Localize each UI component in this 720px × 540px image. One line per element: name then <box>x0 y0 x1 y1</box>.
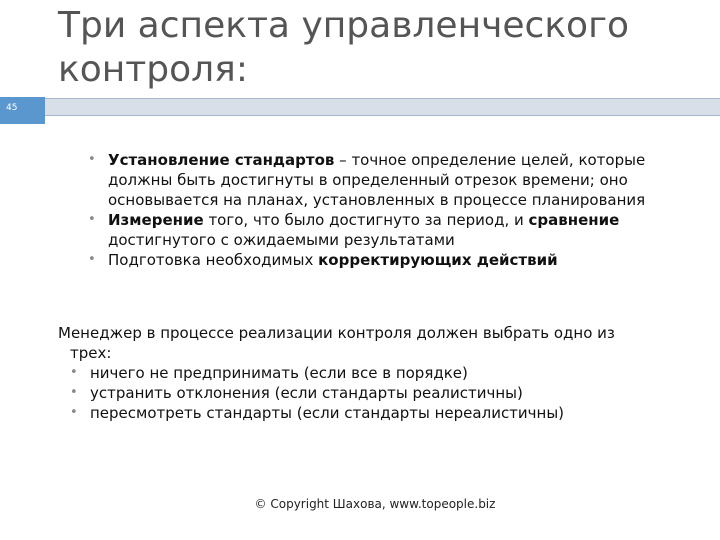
aspect-text: того, что было достигнуто за период, и <box>203 211 529 229</box>
title-line-1: Три аспекта управленческого <box>58 5 630 46</box>
manager-option-text: ничего не предпринимать (если все в порядке) <box>90 364 468 382</box>
manager-option <box>70 383 698 403</box>
aspect-item-standards <box>88 150 703 210</box>
aspect-term: корректирующих действий <box>318 251 558 269</box>
bullet-icon: • <box>70 365 78 380</box>
slide-title <box>58 4 708 92</box>
aspect-term: Установление стандартов <box>108 151 335 169</box>
aspect-text-2: достигнутого с ожидаемыми результатами <box>108 231 455 249</box>
copyright-footer: © Copyright Шахова, www.topeople.biz <box>254 497 496 511</box>
aspects-list <box>88 150 703 270</box>
aspect-term: Измерение <box>108 211 204 229</box>
slide-number-box <box>0 97 45 124</box>
manager-intro-line-1: Менеджер в процессе реализации контроля должен выбрать одно из <box>58 324 615 342</box>
slide-number: 45 <box>6 103 18 113</box>
manager-intro <box>58 323 698 363</box>
bullet-icon: • <box>88 152 96 167</box>
manager-option-text: пересмотреть стандарты (если стандарты нереалистичны) <box>90 404 565 422</box>
bullet-icon: • <box>88 212 96 227</box>
manager-intro-line-2: трех: <box>70 344 112 362</box>
title-rule <box>45 98 720 116</box>
aspect-item-measurement <box>88 210 703 250</box>
title-line-2: контроля: <box>58 49 248 90</box>
aspect-text: Подготовка необходимых <box>108 251 319 269</box>
aspect-term-2: сравнение <box>528 211 620 229</box>
aspect-item-corrective <box>88 250 703 270</box>
bullet-icon: • <box>70 405 78 420</box>
manager-option <box>70 363 698 383</box>
manager-option-text: устранить отклонения (если стандарты реалистичны) <box>90 384 523 402</box>
manager-options-list <box>58 363 698 423</box>
bullet-icon: • <box>88 252 96 267</box>
manager-option <box>70 403 698 423</box>
bullet-icon: • <box>70 385 78 400</box>
aspect-text: – точное определение целей, которые должны быть достигнуты в определенный отрезок времени; оно основывается на планах, установленных в процессе планирования <box>108 151 646 209</box>
manager-block <box>58 323 698 423</box>
